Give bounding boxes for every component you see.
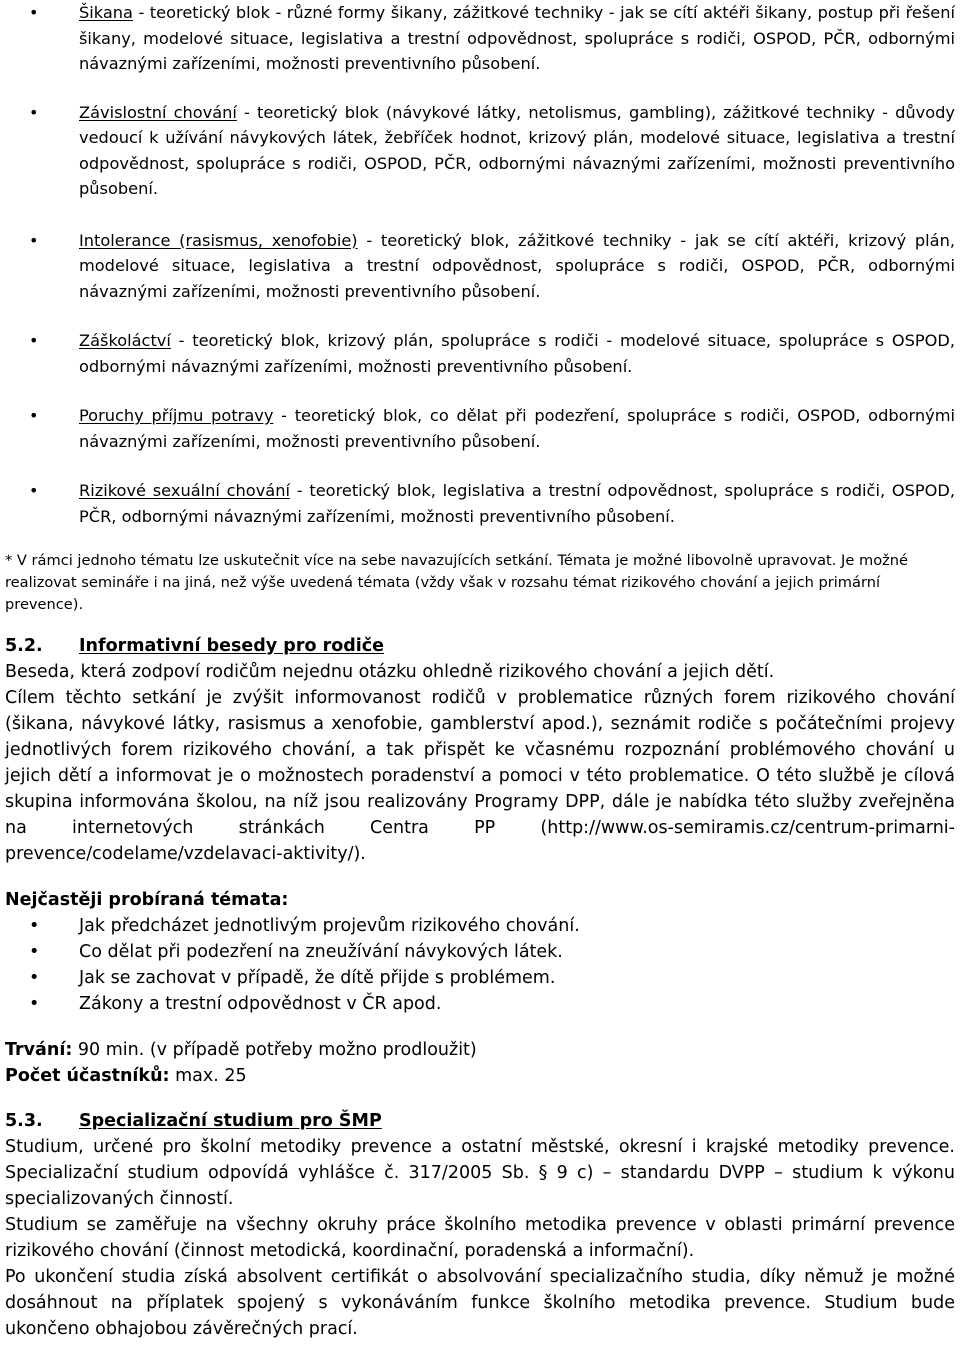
topic-title: Intolerance (rasismus, xenofobie) [79,230,358,250]
topic-text: - teoretický blok - různé formy šikany, zážitkové techniky - jak se cítí aktéři šikany, postup při řešení šikany, modelové situace, legislativa a trestní odpovědnost, spolupráce s rodiči, OSPOD, PČR, odbornými návaznými zařízeními, možnosti preventivního působení. [79,3,955,73]
list-item: • Zákony a trestní odpovědnost v ČR apod. [5,991,955,1017]
topic-title: Poruchy příjmu potravy [79,406,274,425]
duration-line [5,1037,955,1063]
section-paragraph: Studium, určené pro školní metodiky prevence a ostatní městské, okresní i krajské metodiky prevence. Specializační studium odpovídá vyhlášce č. 317/2005 Sb. § 9 c) – standardu DVPP – studium k výkonu specializovaných činností. [5,1137,955,1209]
section-intro: Beseda, která zodpoví rodičům nejednu otázku ohledně rizikového chování a jejich dětí. [5,662,775,682]
section-title: Informativní besedy pro rodiče [79,636,385,656]
topic-text: - teoretický blok (návykové látky, netolismus, gambling), zážitkové techniky - důvody vedoucí k užívání návykových látek, žebříček hodnot, krizový plán, modelové situace, legislativa a trestní odpovědnost, spolupráce s rodiči, OSPOD, PČR, odbornými návaznými zařízeními, možnosti preventivního působení. [79,102,955,198]
topic-title: Závislostní chování [79,102,237,122]
duration-value: 90 min. (v případě potřeby možno prodloužit) [72,1040,477,1060]
section-paragraph: Studium se zaměřuje na všechny okruhy práce školního metodika prevence v oblasti primární prevence rizikového chování (činnost metodická, koordinační, poradenská a informační). [5,1215,955,1261]
participants-value: max. 25 [169,1066,247,1086]
topic-list [5,0,955,529]
section-heading [5,1108,955,1134]
list-item [5,100,955,202]
topic-title: Rizikové sexuální chování [79,481,290,500]
document-page [5,0,955,1342]
list-item [5,328,955,379]
topic-text: - teoretický blok, krizový plán, spolupráce s rodiči - modelové situace, spolupráce s OSPOD, odbornými návaznými zařízeními, možnosti preventivního působení. [79,331,955,376]
topic-title: Šikana [79,3,133,22]
list-item: • Co dělat při podezření na zneužívání návykových látek. [5,939,955,965]
list-item [5,403,955,454]
section-heading [5,633,955,659]
topics-heading: Nejčastěji probíraná témata: [5,890,289,910]
duration-label: Trvání: [5,1040,73,1060]
footnote: * V rámci jednoho tématu lze uskutečnit více na sebe navazujících setkání. Témata je možné libovolně upravovat. Je možné realizovat semináře i na jiná, než výše uvedená témata (vždy však v rozsahu témat rizikového chování a jejich primární prevence). [5,552,909,613]
section-paragraph: Po ukončení studia získá absolvent certifikát o absolvování specializačního studia, díky němuž je možné dosáhnout na příplatek spojený s vykonáváním funkce školního metodika prevence. Studium bude ukončeno obhajobou závěrečných prací. [5,1267,955,1339]
parent-topics-list [5,913,955,1017]
topic-text: - teoretický blok, zážitkové techniky - jak se cítí aktéři, krizový plán, modelové situace, legislativa a trestní odpovědnost, spolupráce s rodiči, OSPOD, PČR, odbornými návaznými zařízeními, možnosti preventivního působení. [79,230,955,301]
list-item: • Jak předcházet jednotlivým projevům rizikového chování. [5,913,955,939]
participants-line [5,1063,955,1089]
section-title: Specializační studium pro ŠMP [79,1111,382,1131]
list-item [5,478,955,529]
topic-title: Záškoláctví [79,331,171,350]
topic-text: - teoretický blok, legislativa a trestní odpovědnost, spolupráce s rodiči, OSPOD, PČR, odbornými návaznými zařízeními, možnosti preventivního působení. [79,481,955,526]
list-item: • Jak se zachovat v případě, že dítě přijde s problémem. [5,965,955,991]
participants-label: Počet účastníků: [5,1066,170,1086]
section-body: Cílem těchto setkání je zvýšit informovanost rodičů v problematice různých forem rizikového chování (šikana, návykové látky, rasismus a xenofobie, gamblerství apod.), seznámit rodiče s počátečními projevy jednotlivých forem rizikového chování, a tak přispět ke včasnému rozpoznání problémového chování u jejich dětí a informovat je o možnostech poradenství a pomoci v této problematice. O této službě je cílová skupina informována školou, na níž jsou realizovány Programy DPP, dále je nabídka této služby zveřejněna na internetových stránkách Centra PP (http://www.os-semiramis.cz/centrum-primarni-prevence/codelame/vzdelavaci-aktivity/). [5,688,955,864]
list-item [5,0,955,77]
section-number: 5.3. [5,1111,43,1131]
list-item [5,228,955,305]
topic-text: - teoretický blok, co dělat při podezření, spolupráce s rodiči, OSPOD, odbornými návaznými zařízeními, možnosti preventivního působení. [79,406,955,451]
section-number: 5.2. [5,636,43,656]
